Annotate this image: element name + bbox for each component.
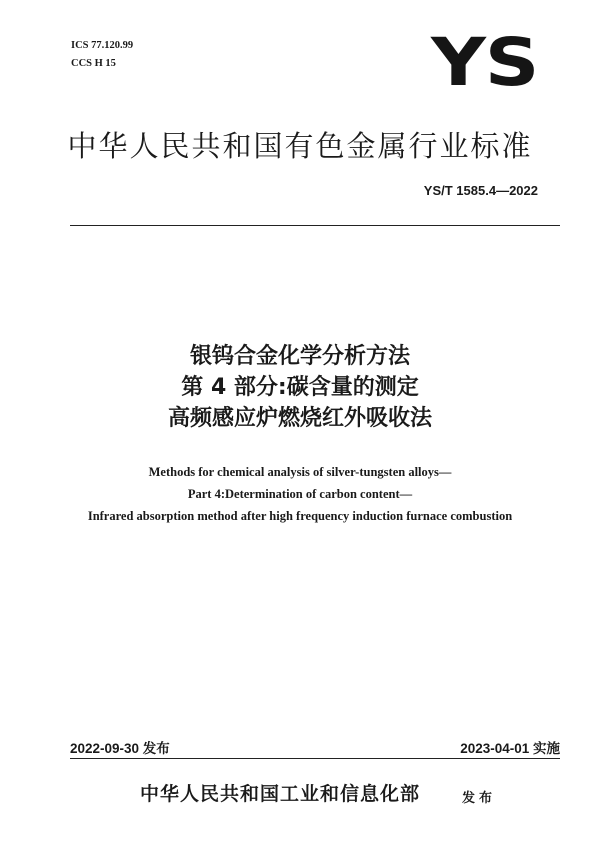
issue-date: 2022-09-30 发布	[70, 741, 170, 756]
chinese-title-line-3: 高频感应炉燃烧红外吸收法	[167, 406, 432, 431]
chinese-title	[0, 341, 600, 434]
ics-code: ICS 77.120.99	[71, 40, 134, 51]
english-title-line-3: Infrared absorption method after high frequency induction furnace combustion	[87, 509, 513, 523]
ccs-code: CCS H 15	[71, 58, 116, 69]
classification-codes	[71, 37, 133, 73]
implementation-date: 2023-04-01 实施	[460, 741, 560, 756]
chinese-title-line-2: 第 4 部分:碳含量的测定	[181, 375, 419, 400]
top-divider	[70, 225, 560, 226]
bottom-divider	[70, 758, 560, 759]
ys-logo: YS	[430, 24, 538, 101]
english-title-line-2: Part 4:Determination of carbon content—	[187, 487, 413, 501]
standard-number: YS/T 1585.4—2022	[423, 183, 538, 198]
chinese-title-line-1: 银钨合金化学分析方法	[189, 344, 410, 369]
publish-label: 发布	[462, 791, 497, 806]
english-title	[0, 461, 600, 527]
issuing-authority-title: 中华人民共和国有色金属行业标准	[67, 129, 533, 163]
publisher-name: 中华人民共和国工业和信息化部	[140, 783, 421, 805]
english-title-line-1: Methods for chemical analysis of silver-tungsten alloys—	[148, 465, 452, 479]
